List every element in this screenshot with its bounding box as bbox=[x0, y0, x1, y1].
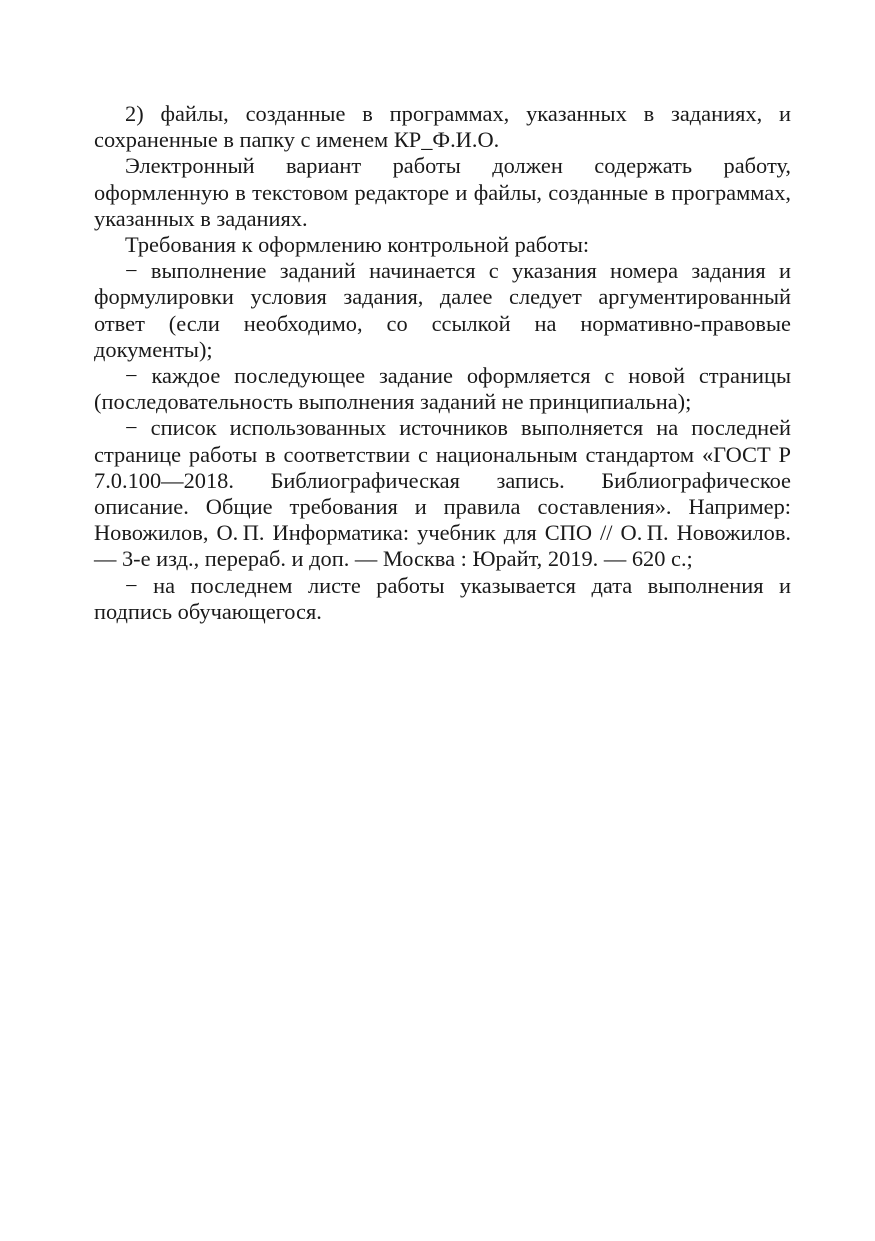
list-item-date-signature: − на последнем листе работы указывается дата выполнения и подпись обучающегося. bbox=[94, 572, 791, 624]
paragraph-requirements-heading: Требования к оформлению контрольной работы: bbox=[125, 232, 590, 258]
list-item-bibliography: − список использованных источников выполняется на последней странице работы в соответствии с национальным стандартом «ГОСТ Р 7.0.100—2018. Библиографическая запись. Библиографическое описание. Общие требования и правила составления». Например: Новожилов, О. П. Информатика: учебник для СПО // О. П. Новожилов. — 3-е изд., перераб. и доп. — Москва : Юрайт, 2019. — 620 с.; bbox=[94, 415, 791, 572]
paragraph-electronic-version: Электронный вариант работы должен содержать работу, оформленную в текстовом редакторе и файлы, созданные в программах, указанных в заданиях. bbox=[94, 153, 791, 231]
list-item-new-page: − каждое последующее задание оформляется с новой страницы (последовательность выполнения заданий не принципиальна); bbox=[94, 363, 791, 415]
paragraph-files-item: 2) файлы, созданные в программах, указанных в заданиях, и сохраненные в папку с именем КР_Ф.И.О. bbox=[94, 101, 791, 153]
document-page bbox=[94, 101, 791, 625]
list-item-task-order: − выполнение заданий начинается с указания номера задания и формулировки условия задания, далее следует аргументированный ответ (если необходимо, со ссылкой на нормативно-правовые документы); bbox=[94, 258, 791, 362]
